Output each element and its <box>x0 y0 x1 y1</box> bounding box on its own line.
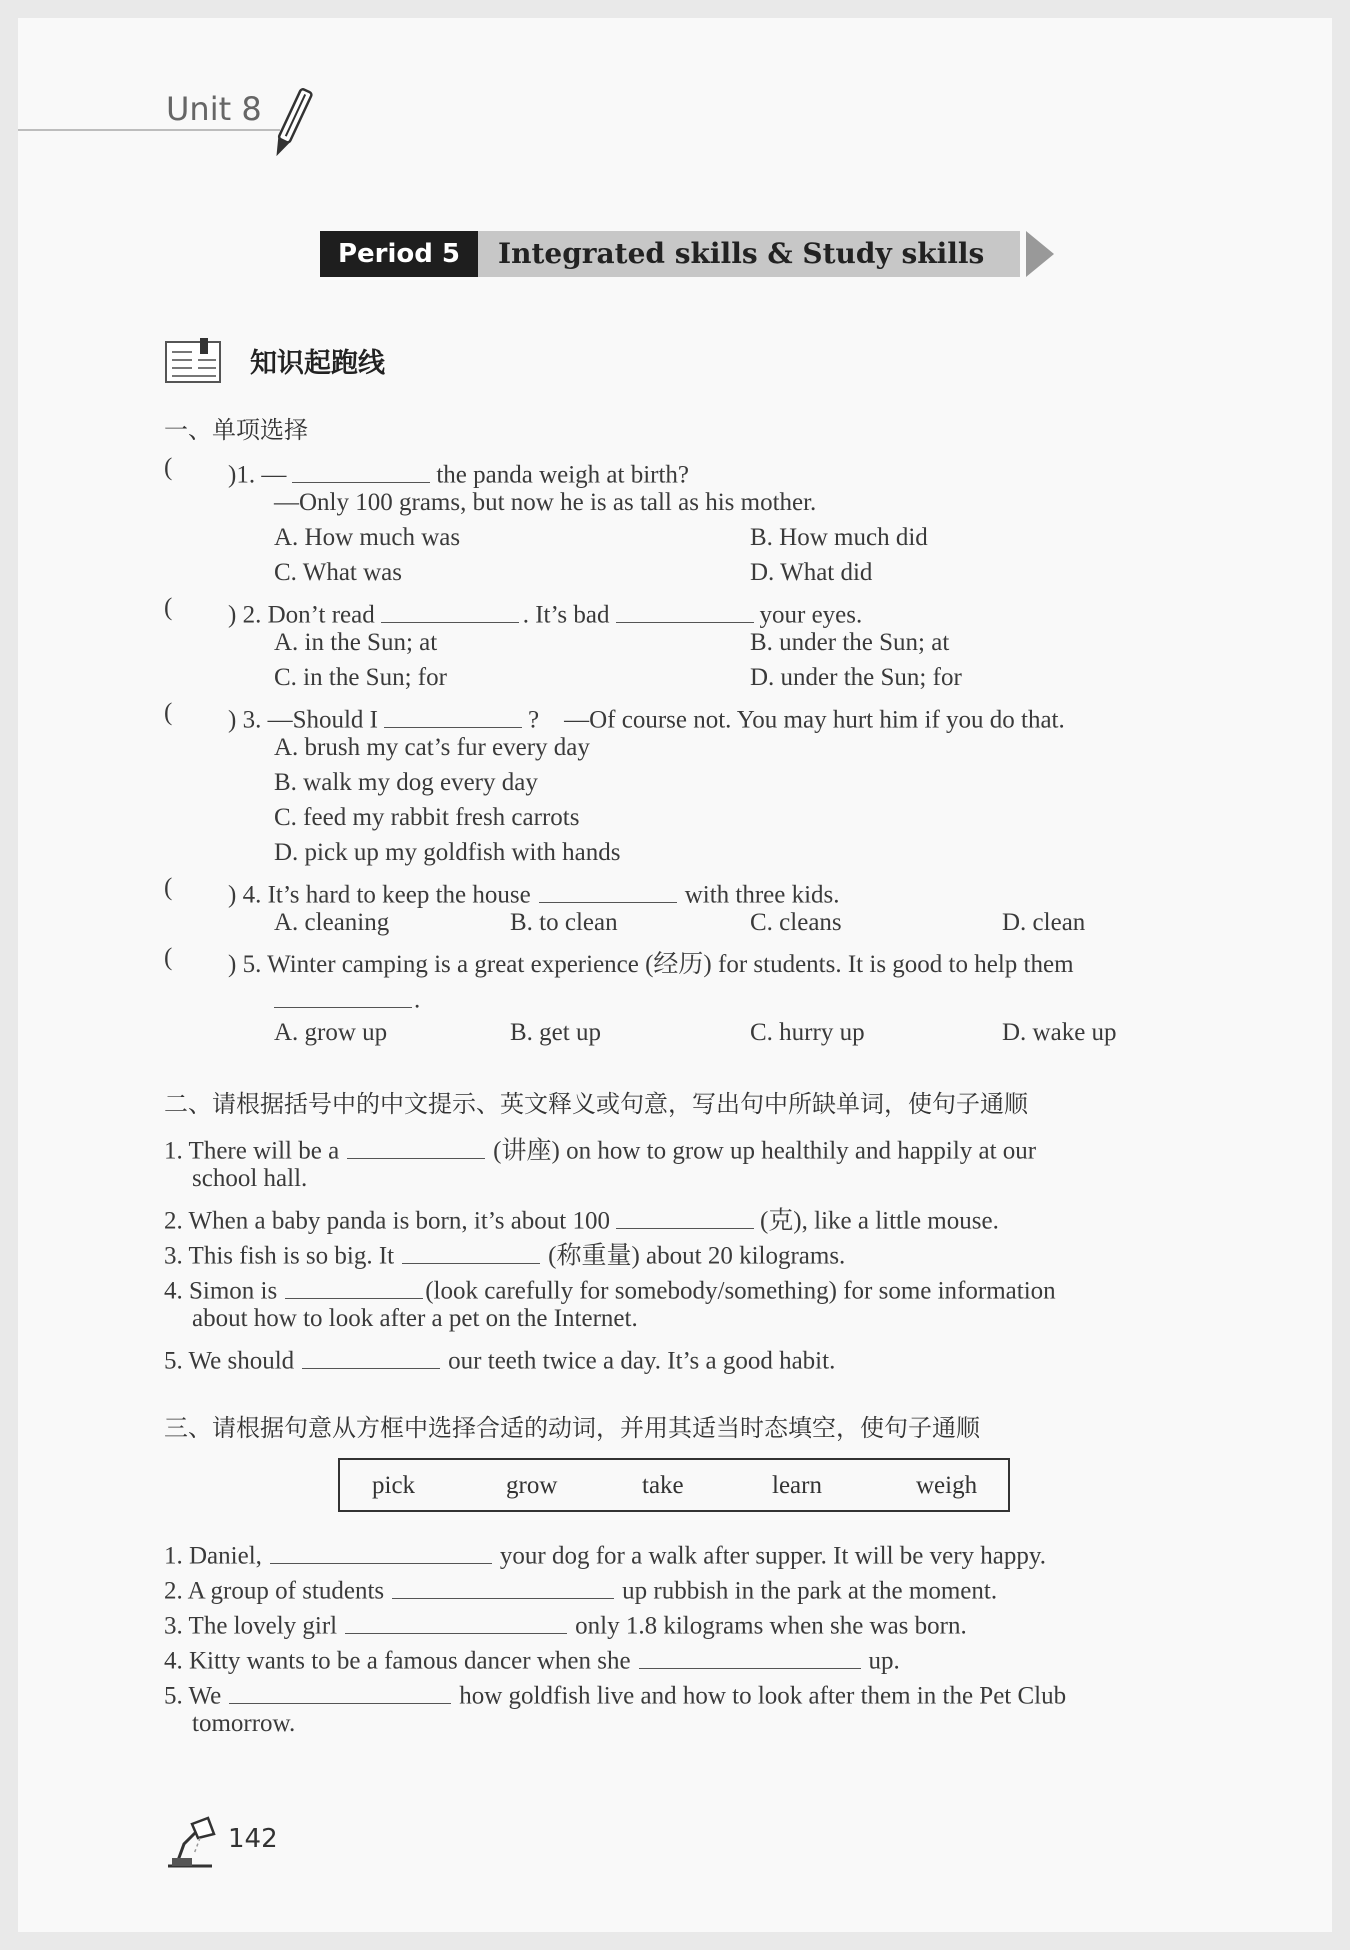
word-box <box>338 1458 1010 1512</box>
answer-blank[interactable] <box>402 1235 540 1264</box>
q2-paren: ( <box>164 594 173 621</box>
sentence-cont: school hall. <box>192 1165 308 1192</box>
worksheet-page <box>18 18 1332 1932</box>
period-label: Period 5 <box>320 231 478 277</box>
sentence-cont: about how to look after a pet on the Internet. <box>192 1305 638 1332</box>
option: A. brush my cat’s fur every day <box>274 734 590 761</box>
sentence: 2. A group of students up rubbish in the park at the moment. <box>164 1570 997 1606</box>
option: C. in the Sun; for <box>274 664 447 691</box>
desk-lamp-icon <box>162 1814 218 1870</box>
part2-title: 二、请根据括号中的中文提示、英文释义或句意，写出句中所缺单词，使句子通顺 <box>164 1090 1028 1118</box>
sentence: 5. We should our teeth twice a day. It’s a good habit. <box>164 1340 835 1376</box>
sentence: 1. Daniel, your dog for a walk after supper. It will be very happy. <box>164 1535 1046 1571</box>
option: D. What did <box>750 559 873 586</box>
answer-blank[interactable] <box>285 1270 423 1299</box>
option: B. walk my dog every day <box>274 769 538 796</box>
option: B. How much did <box>750 524 928 551</box>
answer-blank[interactable] <box>639 1640 861 1669</box>
answer-blank[interactable] <box>616 594 754 623</box>
answer-blank[interactable] <box>229 1675 451 1704</box>
banner-arrow-icon <box>1026 231 1054 277</box>
page-number: 142 <box>228 1824 278 1854</box>
option: B. under the Sun; at <box>750 629 950 656</box>
answer-blank[interactable] <box>347 1130 485 1159</box>
pen-icon <box>268 78 318 168</box>
option: A. in the Sun; at <box>274 629 438 656</box>
option: C. hurry up <box>750 1019 865 1046</box>
option: B. get up <box>510 1019 601 1046</box>
question-line: ) 5. Winter camping is a great experience (经历) for students. It is good to help them <box>228 951 1074 978</box>
sentence-cont: tomorrow. <box>192 1710 296 1737</box>
answer-blank[interactable] <box>392 1570 614 1599</box>
unit-title: Unit 8 <box>166 90 262 128</box>
word-option: pick <box>372 1472 416 1499</box>
question-line: )1. — the panda weigh at birth? <box>228 454 689 490</box>
book-icon <box>164 338 224 386</box>
option: C. cleans <box>750 909 842 936</box>
option: C. feed my rabbit fresh carrots <box>274 804 580 831</box>
q1-paren: ( <box>164 454 173 481</box>
sentence: 2. When a baby panda is born, it’s about 100 (克), like a little mouse. <box>164 1200 999 1237</box>
part3-title: 三、请根据句意从方框中选择合适的动词，并用其适当时态填空，使句子通顺 <box>164 1414 980 1442</box>
sentence: 4. Simon is (look carefully for somebody/something) for some information <box>164 1270 1056 1306</box>
answer-blank[interactable] <box>270 1535 492 1564</box>
answer-blank[interactable] <box>616 1200 754 1229</box>
period-title: Integrated skills & Study skills <box>478 231 1020 277</box>
option: D. under the Sun; for <box>750 664 962 691</box>
answer-blank[interactable] <box>302 1340 440 1369</box>
q3-paren: ( <box>164 699 173 726</box>
question-line: ) 4. It’s hard to keep the house with three kids. <box>228 874 840 910</box>
word-option: grow <box>506 1472 558 1499</box>
q5-paren: ( <box>164 944 173 971</box>
part1-title: 一、单项选择 <box>164 416 308 444</box>
word-option: learn <box>772 1472 822 1499</box>
sentence: 1. There will be a (讲座) on how to grow up healthily and happily at our <box>164 1130 1036 1167</box>
word-option: weigh <box>916 1472 978 1499</box>
question-line: ) 3. —Should I ? —Of course not. You may hurt him if you do that. <box>228 699 1065 736</box>
sentence: 3. The lovely girl only 1.8 kilograms when she was born. <box>164 1605 967 1641</box>
answer-blank[interactable] <box>274 979 412 1008</box>
option: D. pick up my goldfish with hands <box>274 839 621 866</box>
answer-blank[interactable] <box>345 1605 567 1634</box>
option: A. cleaning <box>274 909 390 936</box>
question-line: ) 2. Don’t read . It’s bad your eyes. <box>228 594 862 630</box>
section-heading: 知识起跑线 <box>250 348 385 379</box>
option: A. grow up <box>274 1019 388 1046</box>
q4-paren: ( <box>164 874 173 901</box>
sentence: 3. This fish is so big. It (称重量) about 20 kilograms. <box>164 1235 845 1272</box>
answer-blank[interactable] <box>539 874 677 903</box>
q1-reply: —Only 100 grams, but now he is as tall as his mother. <box>274 489 817 516</box>
sentence: 5. We how goldfish live and how to look after them in the Pet Club <box>164 1675 1066 1711</box>
word-option: take <box>642 1472 684 1499</box>
answer-blank[interactable] <box>381 594 519 623</box>
option: A. How much was <box>274 524 461 551</box>
answer-blank[interactable] <box>292 454 430 483</box>
option: B. to clean <box>510 909 618 936</box>
answer-blank[interactable] <box>384 699 522 728</box>
option: D. wake up <box>1002 1019 1117 1046</box>
question-line: . <box>274 979 420 1015</box>
sentence: 4. Kitty wants to be a famous dancer when she up. <box>164 1640 900 1676</box>
option: C. What was <box>274 559 402 586</box>
option: D. clean <box>1002 909 1086 936</box>
header-rule <box>18 129 280 131</box>
